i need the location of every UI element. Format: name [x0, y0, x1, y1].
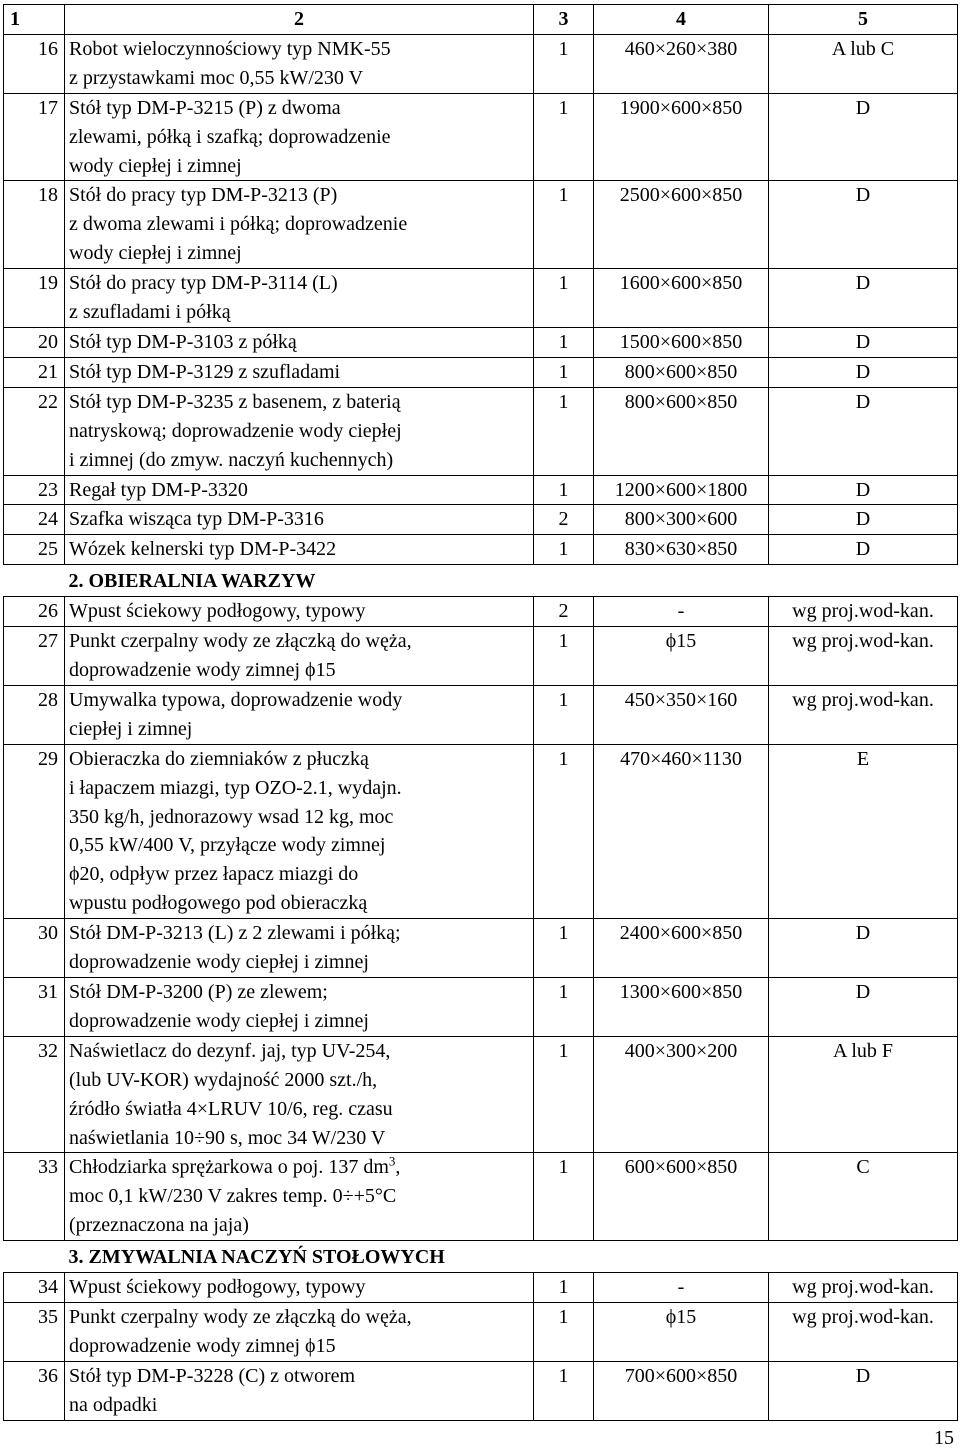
row-quantity: 2: [534, 597, 594, 627]
row-class: A lub C: [769, 34, 958, 93]
row-class: D: [769, 475, 958, 505]
row-description: Szafka wisząca typ DM-P-3316: [65, 505, 534, 535]
row-class: D: [769, 535, 958, 565]
section-spacer: [4, 565, 65, 597]
row-description: Stół typ DM-P-3235 z basenem, z baterią natryskową; doprowadzenie wody ciepłej i zimnej (do zmyw. naczyń kuchennych): [65, 387, 534, 475]
row-class: E: [769, 744, 958, 918]
row-dimensions: 450×350×160: [594, 685, 769, 744]
row-dimensions: 800×600×850: [594, 387, 769, 475]
row-quantity: 1: [534, 475, 594, 505]
row-class: D: [769, 978, 958, 1037]
table-row: [4, 269, 958, 328]
row-quantity: 1: [534, 919, 594, 978]
row-number: 30: [4, 919, 65, 978]
row-number: 20: [4, 327, 65, 357]
row-dimensions: ϕ15: [594, 1303, 769, 1362]
row-number: 16: [4, 34, 65, 93]
row-quantity: 1: [534, 34, 594, 93]
row-quantity: 1: [534, 1036, 594, 1153]
table-row: [4, 1036, 958, 1153]
section-spacer: [4, 1241, 65, 1273]
row-class: D: [769, 181, 958, 269]
row-class: D: [769, 1361, 958, 1420]
row-class: wg proj.wod-kan.: [769, 1303, 958, 1362]
row-class: D: [769, 357, 958, 387]
row-description: [65, 1153, 534, 1241]
table-row: [4, 1153, 958, 1241]
row-class: D: [769, 327, 958, 357]
row-description: Stół do pracy typ DM-P-3213 (P) z dwoma zlewami i półką; doprowadzenie wody ciepłej i zimnej: [65, 181, 534, 269]
row-class: C: [769, 1153, 958, 1241]
row-dimensions: ϕ15: [594, 627, 769, 686]
equipment-table: [3, 4, 958, 1421]
row-description: Stół typ DM-P-3129 z szufladami: [65, 357, 534, 387]
row-dimensions: 800×300×600: [594, 505, 769, 535]
row-description-line1: Chłodziarka sprężarkowa o poj. 137 dm: [69, 1156, 389, 1179]
row-description: Stół DM-P-3213 (L) z 2 zlewami i półką; doprowadzenie wody ciepłej i zimnej: [65, 919, 534, 978]
row-quantity: 1: [534, 1303, 594, 1362]
row-dimensions: 1900×600×850: [594, 93, 769, 181]
row-class: wg proj.wod-kan.: [769, 685, 958, 744]
row-number: 28: [4, 685, 65, 744]
table-row: [4, 475, 958, 505]
row-number: 34: [4, 1273, 65, 1303]
header-col-1: 1: [4, 5, 65, 35]
row-class: A lub F: [769, 1036, 958, 1153]
row-description: Regał typ DM-P-3320: [65, 475, 534, 505]
row-description: Stół do pracy typ DM-P-3114 (L) z szufladami i półką: [65, 269, 534, 328]
row-class: D: [769, 93, 958, 181]
row-class: D: [769, 387, 958, 475]
row-quantity: 1: [534, 978, 594, 1037]
row-dimensions: 2400×600×850: [594, 919, 769, 978]
row-quantity: 1: [534, 357, 594, 387]
row-description: Stół typ DM-P-3215 (P) z dwoma zlewami, półką i szafką; doprowadzenie wody ciepłej i zimnej: [65, 93, 534, 181]
row-quantity: 1: [534, 1273, 594, 1303]
table-row: [4, 505, 958, 535]
row-description: Wpust ściekowy podłogowy, typowy: [65, 597, 534, 627]
row-number: 24: [4, 505, 65, 535]
row-dimensions: 2500×600×850: [594, 181, 769, 269]
table-row: [4, 387, 958, 475]
table-row: [4, 744, 958, 918]
row-quantity: 1: [534, 93, 594, 181]
row-class: D: [769, 919, 958, 978]
row-number: 21: [4, 357, 65, 387]
row-number: 36: [4, 1361, 65, 1420]
row-dimensions: 800×600×850: [594, 357, 769, 387]
table-row: [4, 627, 958, 686]
row-number: 35: [4, 1303, 65, 1362]
row-dimensions: 600×600×850: [594, 1153, 769, 1241]
row-quantity: 1: [534, 269, 594, 328]
row-class: wg proj.wod-kan.: [769, 627, 958, 686]
row-description: Stół typ DM-P-3228 (C) z otworem na odpadki: [65, 1361, 534, 1420]
row-number: 33: [4, 1153, 65, 1241]
header-col-5: 5: [769, 5, 958, 35]
row-description: Robot wieloczynnościowy typ NMK-55 z przystawkami moc 0,55 kW/230 V: [65, 34, 534, 93]
table-row: [4, 535, 958, 565]
row-description: Stół DM-P-3200 (P) ze zlewem; doprowadzenie wody ciepłej i zimnej: [65, 978, 534, 1037]
row-description: Punkt czerpalny wody ze złączką do węża, doprowadzenie wody zimnej ϕ15: [65, 627, 534, 686]
row-number: 17: [4, 93, 65, 181]
table-row: [4, 93, 958, 181]
row-dimensions: 1200×600×1800: [594, 475, 769, 505]
row-dimensions: -: [594, 597, 769, 627]
row-dimensions: 460×260×380: [594, 34, 769, 93]
row-dimensions: 1300×600×850: [594, 978, 769, 1037]
row-description-rest: moc 0,1 kW/230 V zakres temp. 0÷+5°C (przeznaczona na jaja): [69, 1185, 397, 1237]
superscript: 3: [388, 1153, 396, 1169]
row-description: Obieraczka do ziemniaków z płuczką i łapaczem miazgi, typ OZO-2.1, wydajn. 350 kg/h, jednorazowy wsad 12 kg, moc 0,55 kW/400 V, przyłącze wody zimnej ϕ20, odpływ przez łapacz miazgi do wpustu podłogowego pod obieraczką: [65, 744, 534, 918]
section-2-header: [4, 565, 958, 597]
table-row: [4, 357, 958, 387]
row-description-line1-end: ,: [395, 1156, 401, 1179]
row-class: D: [769, 505, 958, 535]
row-description: Wózek kelnerski typ DM-P-3422: [65, 535, 534, 565]
table-row: [4, 1361, 958, 1420]
section-title: 2. OBIERALNIA WARZYW: [68, 570, 316, 593]
row-number: 23: [4, 475, 65, 505]
row-quantity: 1: [534, 744, 594, 918]
table-row: [4, 327, 958, 357]
row-dimensions: 700×600×850: [594, 1361, 769, 1420]
row-dimensions: 830×630×850: [594, 535, 769, 565]
row-number: 19: [4, 269, 65, 328]
header-col-3: 3: [534, 5, 594, 35]
row-quantity: 1: [534, 627, 594, 686]
row-number: 18: [4, 181, 65, 269]
table-row: [4, 181, 958, 269]
table-row: [4, 1303, 958, 1362]
row-quantity: 1: [534, 535, 594, 565]
row-dimensions: 400×300×200: [594, 1036, 769, 1153]
row-dimensions: 1600×600×850: [594, 269, 769, 328]
row-number: 31: [4, 978, 65, 1037]
row-class: D: [769, 269, 958, 328]
row-number: 22: [4, 387, 65, 475]
table-row: [4, 978, 958, 1037]
row-number: 32: [4, 1036, 65, 1153]
row-description: Wpust ściekowy podłogowy, typowy: [65, 1273, 534, 1303]
row-quantity: 1: [534, 387, 594, 475]
row-number: 27: [4, 627, 65, 686]
row-class: wg proj.wod-kan.: [769, 597, 958, 627]
page-number: 15: [934, 1427, 954, 1449]
row-dimensions: 1500×600×850: [594, 327, 769, 357]
row-number: 26: [4, 597, 65, 627]
row-quantity: 1: [534, 1361, 594, 1420]
table-row: [4, 1273, 958, 1303]
table-row: [4, 597, 958, 627]
row-class: wg proj.wod-kan.: [769, 1273, 958, 1303]
row-description: Punkt czerpalny wody ze złączką do węża, doprowadzenie wody zimnej ϕ15: [65, 1303, 534, 1362]
table-row: [4, 34, 958, 93]
row-description: Umywalka typowa, doprowadzenie wody ciepłej i zimnej: [65, 685, 534, 744]
row-quantity: 1: [534, 1153, 594, 1241]
section-3-header: [4, 1241, 958, 1273]
table-row: [4, 685, 958, 744]
row-quantity: 1: [534, 327, 594, 357]
row-number: 25: [4, 535, 65, 565]
header-col-4: 4: [594, 5, 769, 35]
header-col-2: 2: [65, 5, 534, 35]
row-dimensions: 470×460×1130: [594, 744, 769, 918]
table-row: [4, 919, 958, 978]
section-title: 3. ZMYWALNIA NACZYŃ STOŁOWYCH: [68, 1246, 445, 1269]
row-description: Naświetlacz do dezynf. jaj, typ UV-254, (lub UV-KOR) wydajność 2000 szt./h, źródło światła 4×LRUV 10/6, reg. czasu naświetlania 10÷90 s, moc 34 W/230 V: [65, 1036, 534, 1153]
table-header-row: [4, 5, 958, 35]
row-quantity: 1: [534, 685, 594, 744]
row-dimensions: -: [594, 1273, 769, 1303]
row-quantity: 2: [534, 505, 594, 535]
row-description: Stół typ DM-P-3103 z półką: [65, 327, 534, 357]
row-number: 29: [4, 744, 65, 918]
row-quantity: 1: [534, 181, 594, 269]
